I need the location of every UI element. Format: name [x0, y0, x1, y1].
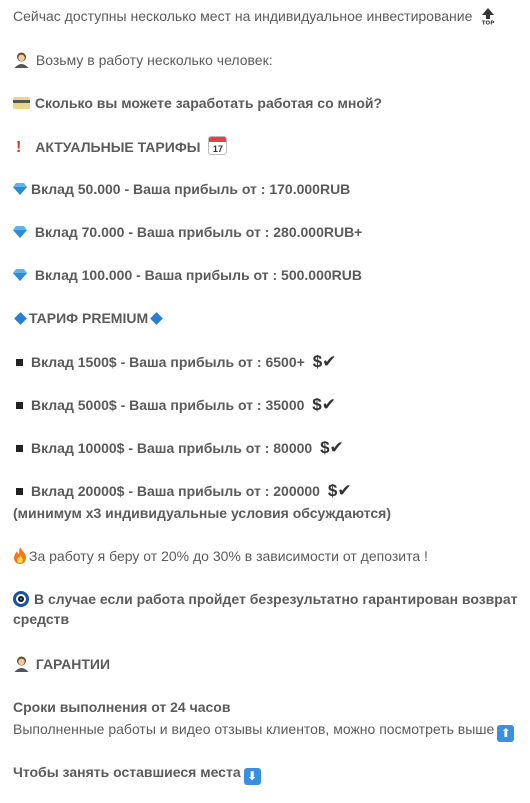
top-arrow-icon [480, 7, 496, 25]
up-arrow-button-icon: ⬆ [497, 725, 514, 742]
down-arrow-button-icon: ⬇ [244, 768, 261, 785]
dollar-sign-icon: $ [327, 481, 338, 500]
rub-tariff-text: Вклад 70.000 - Ваша прибыль от : 280.000RUB+ [34, 224, 363, 240]
calendar-icon: 17 [208, 136, 227, 155]
nazar-eye-icon [13, 591, 29, 607]
dollar-sign-icon: $ [312, 395, 322, 414]
premium-tariff-text: Вклад 5000$ - Ваша прибыль от : 35000 [31, 397, 305, 413]
rub-tariff-text: Вклад 50.000 - Ваша прибыль от : 170.000RUB [31, 181, 351, 197]
rub-tariff-item [13, 265, 520, 285]
gem-icon [13, 269, 27, 281]
top-badge-text: TOP [482, 20, 495, 25]
reviews-text: Выполненные работы и видео отзывы клиентов, можно посмотреть выше [13, 721, 495, 737]
black-square-icon [16, 445, 23, 452]
guarantees-header-text: ГАРАНТИИ [35, 656, 111, 672]
blue-diamond-icon [150, 312, 163, 325]
check-mark-icon: ✔ [322, 352, 337, 372]
premium-tariff-text: Вклад 20000$ - Ваша прибыль от : 200000 [31, 483, 320, 499]
premium-header-text: ТАРИФ PREMIUM [29, 310, 149, 326]
check-mark-icon: ✔ [329, 438, 344, 458]
rub-tariff-text: Вклад 100.000 - Ваша прибыль от : 500.000RUB [34, 267, 362, 283]
refund-line [13, 589, 520, 629]
blue-diamond-icon [14, 312, 27, 325]
premium-tariff-item [13, 438, 520, 458]
how-much-text: Сколько вы можете заработать работая со мной? [34, 95, 383, 111]
tariffs-header-text: АКТУАЛЬНЫЕ ТАРИФЫ [35, 139, 201, 155]
credit-card-icon [13, 97, 30, 109]
commission-text: За работу я беру от 20% до 30% в зависимости от депозита ! [29, 548, 428, 564]
commission-line [13, 546, 520, 566]
premium-header [13, 308, 520, 328]
cta-text: Чтобы занять оставшиеся места [13, 764, 241, 780]
check-mark-icon: ✔ [337, 481, 352, 501]
take-people-line [13, 50, 520, 70]
gem-icon [13, 226, 27, 238]
premium-tariff-item [13, 481, 520, 501]
fire-icon [13, 547, 27, 564]
deadline-line: Сроки выполнения от 24 часов [13, 699, 231, 715]
person-icon [13, 51, 30, 68]
take-people-text: Возьму в работу несколько человек: [35, 52, 273, 68]
premium-tariff-text: Вклад 1500$ - Ваша прибыль от : 6500+ [31, 354, 305, 370]
person-icon [13, 655, 30, 672]
guarantees-header [13, 654, 520, 674]
tariffs-header [13, 136, 520, 158]
exclamation-icon: ! [16, 139, 22, 156]
black-square-icon [16, 488, 23, 495]
rub-tariff-item [13, 222, 520, 242]
dollar-sign-icon: $ [320, 438, 330, 457]
intro-text: Сейчас доступны несколько мест на индивидуальное инвестирование [13, 8, 473, 24]
intro-line [13, 6, 520, 26]
premium-note: (минимум х3 индивидуальные условия обсуждаются) [13, 505, 391, 521]
rub-tariff-item [13, 179, 520, 199]
black-square-icon [16, 402, 23, 409]
reviews-line [13, 719, 520, 742]
refund-text: В случае если работа пройдет безрезультатно гарантирован возврат средств [13, 591, 518, 627]
premium-tariff-item [13, 352, 520, 372]
cta-line [13, 762, 520, 785]
check-mark-icon: ✔ [321, 395, 337, 415]
premium-tariff-item [13, 395, 520, 415]
dollar-sign-icon: $ [312, 352, 323, 371]
premium-tariff-text: Вклад 10000$ - Ваша прибыль от : 80000 [31, 440, 313, 456]
black-square-icon [16, 359, 23, 366]
how-much-line [13, 93, 520, 113]
gem-icon [13, 183, 27, 195]
